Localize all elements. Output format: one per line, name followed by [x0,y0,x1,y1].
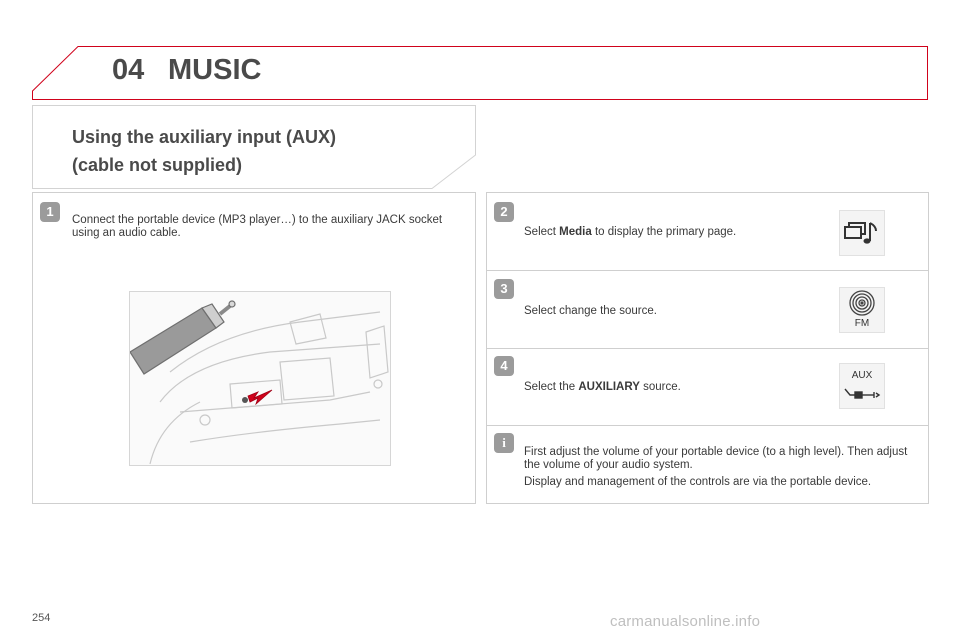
page-number: 254 [32,612,51,624]
step-3-badge: 3 [494,279,514,299]
chapter-number: 04 [112,54,145,86]
divider-1 [487,270,928,271]
step-3-text: Select change the source. [524,305,657,317]
steps-panel [486,192,929,504]
step-4-text [524,381,814,394]
aux-label: AUX [851,370,873,381]
step-4-prefix: Select the [524,381,579,393]
section-title-line1: Using the auxiliary input (AUX) [72,127,337,147]
aux-jack-illustration [129,291,391,466]
media-music-icon [840,211,884,255]
fm-label: FM [854,318,870,329]
change-source-button[interactable] [839,287,885,333]
step-4-bold: AUXILIARY [578,381,640,393]
step-2-text [524,226,814,239]
info-line-2: Display and management of the controls are via the portable device. [524,476,872,488]
info-line-1: First adjust the volume of your portable device (to a high level). Then adjust the volume of your audio system. [524,446,908,471]
step-2-badge: 2 [494,202,514,222]
section-title-box [32,105,476,189]
section-title-line2: (cable not supplied) [72,155,243,175]
section-title [72,123,336,179]
info-text [524,446,922,489]
step-2-prefix: Select [524,226,560,238]
divider-3 [487,425,928,426]
chapter-title: MUSIC [168,54,262,86]
media-button[interactable] [839,210,885,256]
step-1-text: Connect the portable device (MP3 player…) to the auxiliary JACK socket using an audio cable. [72,214,443,239]
step-2-suffix: to display the primary page. [591,226,737,238]
divider-2 [487,348,928,349]
step-4-badge: 4 [494,356,514,376]
aux-jack-icon [840,385,884,405]
fm-radio-icon [840,289,884,319]
info-icon: i [494,433,514,453]
aux-socket-drawing [130,292,391,466]
auxiliary-source-button[interactable] [839,363,885,409]
step-4-suffix: source. [639,381,681,393]
chapter-header-frame [32,46,928,100]
step-1-panel [32,192,476,504]
step-2-bold: Media [559,226,592,238]
watermark: carmanualsonline.info [610,613,761,630]
chapter-header [32,46,928,100]
step-1-badge: 1 [40,202,60,222]
